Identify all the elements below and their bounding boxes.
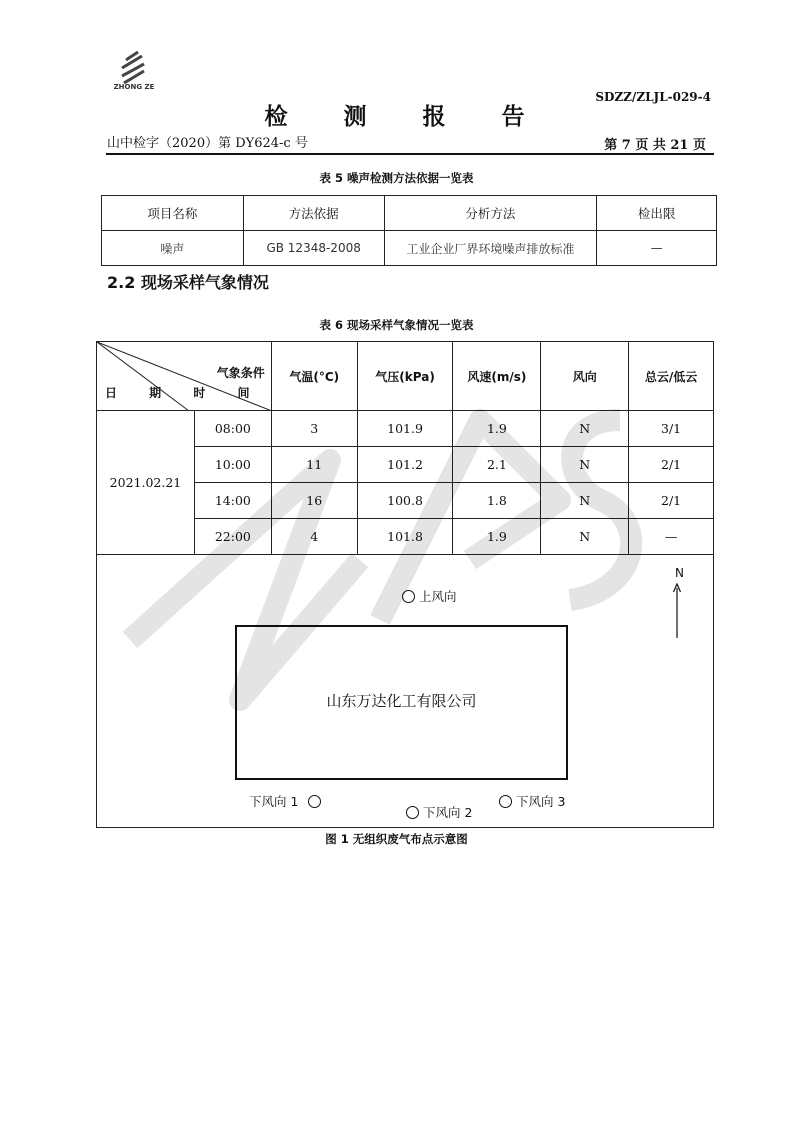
downwind-point-1 — [249, 792, 321, 810]
downwind3-label: 下风向 3 — [515, 794, 566, 809]
table-cell: N — [541, 411, 629, 447]
logo-text: ZHONG ZE — [113, 83, 155, 91]
table-cell: — — [597, 231, 717, 266]
table-header-cell: 气压(kPa) — [357, 342, 453, 411]
table-header-row — [97, 342, 714, 411]
upwind-point — [402, 587, 457, 605]
table-cell: 101.8 — [357, 519, 453, 555]
report-number: 山中检字（2020）第 DY624-c 号 — [107, 136, 308, 151]
table-header-cell: 风向 — [541, 342, 629, 411]
table-cell: 16 — [271, 483, 357, 519]
downwind2-label: 下风向 2 — [422, 805, 473, 820]
table-cell: 3 — [271, 411, 357, 447]
table-cell: 1.9 — [453, 411, 541, 447]
table-cell: 噪声 — [102, 231, 244, 266]
table-cell: 3/1 — [629, 411, 714, 447]
document-code: SDZZ/ZLJL-029-4 — [595, 90, 711, 104]
downwind1-label: 下风向 1 — [249, 794, 299, 809]
sampling-point-icon — [499, 795, 512, 808]
date-cell: 2021.02.21 — [97, 411, 195, 555]
table-cell: 2/1 — [629, 447, 714, 483]
table-cell: N — [541, 447, 629, 483]
table-cell: 2/1 — [629, 483, 714, 519]
time-cell: 14:00 — [194, 483, 271, 519]
downwind-point-2 — [406, 803, 472, 821]
sampling-point-icon — [308, 795, 321, 808]
table-header-cell: 气温(°C) — [271, 342, 357, 411]
diagonal-header-cell — [97, 342, 272, 411]
page-number: 第 7 页 共 21 页 — [604, 138, 706, 153]
table-header-cell: 检出限 — [597, 196, 717, 231]
table-cell: 工业企业厂界环境噪声排放标准 — [384, 231, 597, 266]
corner-label-date-time: 日 期 时 间 — [105, 386, 264, 400]
table-cell: 101.9 — [357, 411, 453, 447]
table-cell: 100.8 — [357, 483, 453, 519]
table-cell: 2.1 — [453, 447, 541, 483]
upwind-label: 上风向 — [418, 589, 457, 604]
table-header-row — [102, 196, 717, 231]
table-row — [97, 411, 714, 447]
factory-name: 山东万达化工有限公司 — [326, 692, 477, 710]
table-cell: — — [629, 519, 714, 555]
table-cell: 101.2 — [357, 447, 453, 483]
table-header-cell: 总云/低云 — [629, 342, 714, 411]
figure-caption: 图 1 无组织废气布点示意图 — [325, 832, 468, 846]
table-header-cell: 风速(m/s) — [453, 342, 541, 411]
table-cell: 1.9 — [453, 519, 541, 555]
noise-method-table — [101, 195, 717, 266]
table-cell: GB 12348-2008 — [243, 231, 384, 266]
table-header-cell: 方法依据 — [243, 196, 384, 231]
table-cell: N — [541, 483, 629, 519]
table-cell: 1.8 — [453, 483, 541, 519]
header-divider — [106, 153, 714, 155]
table-row — [102, 231, 717, 266]
table-cell: 4 — [271, 519, 357, 555]
table-cell: N — [541, 519, 629, 555]
north-label: N — [675, 566, 684, 580]
table-header-cell: 项目名称 — [102, 196, 244, 231]
table6-caption: 表 6 现场采样气象情况一览表 — [319, 318, 474, 332]
downwind-point-3 — [499, 792, 565, 810]
time-cell: 10:00 — [194, 447, 271, 483]
section-heading: 2.2 现场采样气象情况 — [107, 273, 269, 292]
time-cell: 22:00 — [194, 519, 271, 555]
table-header-cell: 分析方法 — [384, 196, 597, 231]
weather-table — [96, 341, 714, 555]
sampling-point-icon — [406, 806, 419, 819]
page-title: 检 测 报 告 — [264, 104, 549, 130]
table5-caption: 表 5 噪声检测方法依据一览表 — [319, 171, 474, 185]
sampling-point-icon — [402, 590, 415, 603]
time-cell: 08:00 — [194, 411, 271, 447]
table-cell: 11 — [271, 447, 357, 483]
corner-label-conditions: 气象条件 — [216, 366, 265, 380]
north-arrow-icon — [670, 582, 684, 638]
